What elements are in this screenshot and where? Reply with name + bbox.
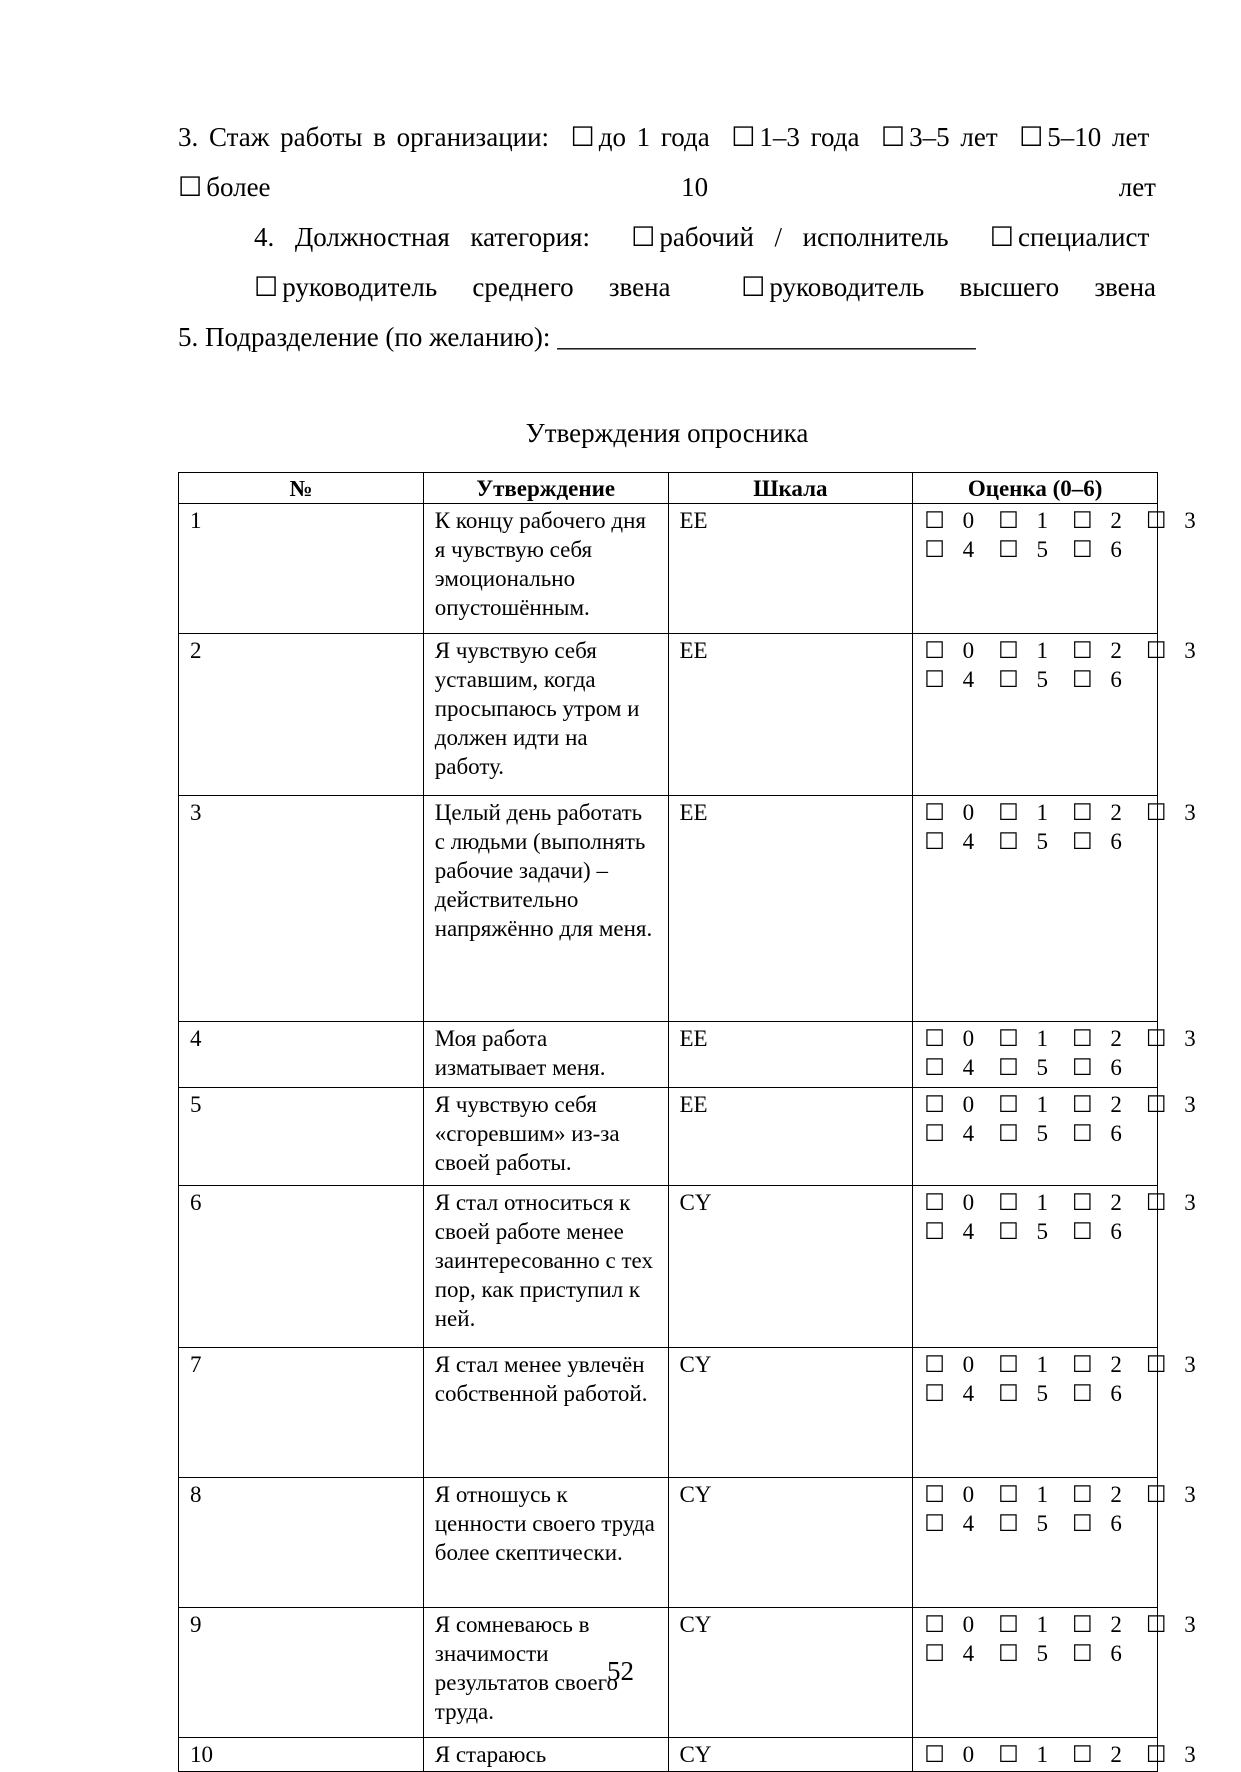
row-statement: Я сомневаюсь в значимости результатов своего труда. xyxy=(423,1608,668,1738)
score-checkbox[interactable]: ☐ 0 xyxy=(924,1190,975,1215)
score-checkbox[interactable]: ☐ 2 xyxy=(1072,1482,1122,1507)
row-scale: EE xyxy=(668,1088,913,1186)
row-number: 1 xyxy=(179,504,424,634)
score-checkbox[interactable]: ☐ 4 xyxy=(924,667,975,692)
header-score: Оценка (0–6) xyxy=(913,473,1158,504)
page-number: 52 xyxy=(607,1656,634,1686)
header-number: № xyxy=(179,473,424,504)
row-number: 8 xyxy=(179,1478,424,1608)
row-score-options xyxy=(913,1478,1196,1608)
score-checkbox[interactable]: ☐ 2 xyxy=(1072,508,1122,533)
score-checkbox[interactable]: ☐ 3 xyxy=(1145,1190,1196,1215)
score-checkbox[interactable]: ☐ 4 xyxy=(924,829,975,854)
row-statement: Я стал относиться к своей работе менее заинтересованно с тех пор, как приступил к ней. xyxy=(423,1186,668,1348)
row-score-options xyxy=(913,634,1196,796)
score-checkbox[interactable]: ☐ 2 xyxy=(1072,1352,1122,1377)
option-checkbox[interactable]: ☐ до 1 года xyxy=(570,122,710,152)
option-checkbox[interactable]: ☐ 5–10 лет xyxy=(1019,122,1150,152)
score-checkbox[interactable]: ☐ 2 xyxy=(1072,1092,1122,1117)
row-score-options xyxy=(913,1186,1196,1348)
score-checkbox[interactable]: ☐ 4 xyxy=(924,1121,975,1146)
header-scale: Шкала xyxy=(668,473,913,504)
score-checkbox[interactable]: ☐ 3 xyxy=(1145,508,1196,533)
score-checkbox[interactable]: ☐ 3 xyxy=(1145,638,1196,663)
table-header-row xyxy=(179,473,1158,504)
score-checkbox[interactable]: ☐ 6 xyxy=(1072,537,1122,562)
table-row xyxy=(179,1478,1158,1608)
score-checkbox[interactable]: ☐ 6 xyxy=(1072,1055,1122,1080)
score-checkbox[interactable]: ☐ 3 xyxy=(1145,1482,1196,1507)
option-checkbox[interactable]: ☐ специалист xyxy=(989,222,1150,252)
score-checkbox[interactable]: ☐ 5 xyxy=(998,1381,1048,1406)
row-number: 3 xyxy=(179,796,424,1022)
row-score-options xyxy=(913,504,1196,634)
score-checkbox[interactable]: ☐ 0 xyxy=(924,1612,975,1637)
option-checkbox[interactable]: ☐ руководитель среднего звена xyxy=(254,272,671,302)
score-checkbox[interactable]: ☐ 3 xyxy=(1145,1612,1196,1637)
score-checkbox[interactable]: ☐ 1 xyxy=(998,1190,1048,1215)
question-5-department xyxy=(178,312,1156,362)
score-checkbox[interactable]: ☐ 0 xyxy=(924,1482,975,1507)
table-caption: Утверждения опросника xyxy=(525,418,809,448)
header-statement: Утверждение xyxy=(423,473,668,504)
score-checkbox[interactable]: ☐ 3 xyxy=(1145,1352,1196,1377)
score-checkbox[interactable]: ☐ 0 xyxy=(924,1026,975,1051)
option-checkbox[interactable]: ☐ 1–3 года xyxy=(731,122,860,152)
score-checkbox[interactable]: ☐ 1 xyxy=(998,508,1048,533)
row-statement: Я чувствую себя «сгоревшим» из-за своей работы. xyxy=(423,1088,668,1186)
row-score-options xyxy=(913,1738,1196,1772)
table-row xyxy=(179,504,1158,634)
department-blank-line[interactable]: _______________________________ xyxy=(557,322,976,352)
score-checkbox[interactable]: ☐ 2 xyxy=(1072,1190,1122,1215)
score-checkbox[interactable]: ☐ 1 xyxy=(998,1742,1048,1767)
score-checkbox[interactable]: ☐ 0 xyxy=(924,1092,975,1117)
row-scale: EE xyxy=(668,634,913,796)
score-checkbox[interactable]: ☐ 6 xyxy=(1072,1641,1122,1666)
row-number: 5 xyxy=(179,1088,424,1186)
score-checkbox[interactable]: ☐ 1 xyxy=(998,1612,1048,1637)
score-checkbox[interactable]: ☐ 4 xyxy=(924,1641,975,1666)
score-checkbox[interactable]: ☐ 4 xyxy=(924,1219,975,1244)
questionnaire-table xyxy=(178,472,1196,1772)
score-checkbox[interactable]: ☐ 1 xyxy=(998,1482,1048,1507)
row-statement: К концу рабочего дня я чувствую себя эмоционально опустошённым. xyxy=(423,504,668,634)
row-statement: Я стал менее увлечён собственной работой. xyxy=(423,1348,668,1478)
score-checkbox[interactable]: ☐ 0 xyxy=(924,800,975,825)
score-checkbox[interactable]: ☐ 3 xyxy=(1145,1092,1196,1117)
score-checkbox[interactable]: ☐ 2 xyxy=(1072,638,1122,663)
row-score-options xyxy=(913,796,1196,1022)
score-checkbox[interactable]: ☐ 5 xyxy=(998,1511,1048,1536)
score-checkbox[interactable]: ☐ 4 xyxy=(924,1381,975,1406)
table-row xyxy=(179,1186,1158,1348)
score-checkbox[interactable]: ☐ 3 xyxy=(1145,1742,1196,1767)
score-checkbox[interactable]: ☐ 6 xyxy=(1072,1381,1122,1406)
row-scale: CY xyxy=(668,1608,913,1738)
row-scale: EE xyxy=(668,504,913,634)
score-checkbox[interactable]: ☐ 6 xyxy=(1072,829,1122,854)
question-5-label: 5. Подразделение (по желанию): xyxy=(178,322,551,352)
score-checkbox[interactable]: ☐ 1 xyxy=(998,638,1048,663)
score-checkbox[interactable]: ☐ 2 xyxy=(1072,1612,1122,1637)
question-3-label: 3. Стаж работы в организации: xyxy=(178,122,550,152)
score-checkbox[interactable]: ☐ 1 xyxy=(998,1026,1048,1051)
score-checkbox[interactable]: ☐ 4 xyxy=(924,1055,975,1080)
score-checkbox[interactable]: ☐ 5 xyxy=(998,667,1048,692)
score-checkbox[interactable]: ☐ 6 xyxy=(1072,1511,1122,1536)
table-row xyxy=(179,1738,1158,1772)
score-checkbox[interactable]: ☐ 0 xyxy=(924,508,975,533)
question-4-position-category xyxy=(178,212,1156,312)
score-checkbox[interactable]: ☐ 1 xyxy=(998,1092,1048,1117)
row-number: 2 xyxy=(179,634,424,796)
score-checkbox[interactable]: ☐ 6 xyxy=(1072,1121,1122,1146)
score-checkbox[interactable]: ☐ 6 xyxy=(1072,667,1122,692)
row-number: 4 xyxy=(179,1022,424,1088)
score-checkbox[interactable]: ☐ 5 xyxy=(998,1219,1048,1244)
row-score-options xyxy=(913,1348,1196,1478)
row-score-options xyxy=(913,1088,1196,1186)
score-checkbox[interactable]: ☐ 2 xyxy=(1072,800,1122,825)
row-scale: CY xyxy=(668,1738,913,1772)
row-scale: CY xyxy=(668,1348,913,1478)
score-checkbox[interactable]: ☐ 5 xyxy=(998,537,1048,562)
score-checkbox[interactable]: ☐ 0 xyxy=(924,1742,975,1767)
score-checkbox[interactable]: ☐ 1 xyxy=(998,800,1048,825)
option-checkbox[interactable]: ☐ руководитель высшего звена xyxy=(741,272,1157,302)
option-checkbox[interactable]: ☐ рабочий / исполнитель xyxy=(631,222,949,252)
option-checkbox[interactable]: ☐ более 10 лет xyxy=(178,172,1156,202)
question-3-work-experience xyxy=(178,112,1156,212)
row-score-options xyxy=(913,1022,1196,1088)
score-checkbox[interactable]: ☐ 4 xyxy=(924,1511,975,1536)
row-number: 10 xyxy=(179,1738,424,1772)
row-statement: Я стараюсь xyxy=(423,1738,668,1772)
score-checkbox[interactable]: ☐ 6 xyxy=(1072,1219,1122,1244)
row-number: 7 xyxy=(179,1348,424,1478)
score-checkbox[interactable]: ☐ 3 xyxy=(1145,800,1196,825)
option-checkbox[interactable]: ☐ 3–5 лет xyxy=(880,122,998,152)
score-checkbox[interactable]: ☐ 2 xyxy=(1072,1026,1122,1051)
question-4-label: 4. Должностная категория: xyxy=(254,222,590,252)
table-row xyxy=(179,1088,1158,1186)
score-checkbox[interactable]: ☐ 2 xyxy=(1072,1742,1122,1767)
table-row xyxy=(179,1022,1158,1088)
score-checkbox[interactable]: ☐ 0 xyxy=(924,1352,975,1377)
row-scale: EE xyxy=(668,1022,913,1088)
score-checkbox[interactable]: ☐ 5 xyxy=(998,1121,1048,1146)
table-row xyxy=(179,634,1158,796)
row-number: 9 xyxy=(179,1608,424,1738)
table-row xyxy=(179,796,1158,1022)
row-statement: Целый день работать с людьми (выполнять рабочие задачи) – действительно напряжённо для меня. xyxy=(423,796,668,1022)
score-checkbox[interactable]: ☐ 5 xyxy=(998,829,1048,854)
score-checkbox[interactable]: ☐ 5 xyxy=(998,1055,1048,1080)
row-scale: EE xyxy=(668,796,913,1022)
score-checkbox[interactable]: ☐ 5 xyxy=(998,1641,1048,1666)
score-checkbox[interactable]: ☐ 4 xyxy=(924,537,975,562)
row-number: 6 xyxy=(179,1186,424,1348)
row-scale: CY xyxy=(668,1478,913,1608)
table-row xyxy=(179,1348,1158,1478)
row-statement: Моя работа изматывает меня. xyxy=(423,1022,668,1088)
row-scale: CY xyxy=(668,1186,913,1348)
row-statement: Я чувствую себя уставшим, когда просыпаюсь утром и должен идти на работу. xyxy=(423,634,668,796)
score-checkbox[interactable]: ☐ 0 xyxy=(924,638,975,663)
score-checkbox[interactable]: ☐ 1 xyxy=(998,1352,1048,1377)
score-checkbox[interactable]: ☐ 3 xyxy=(1145,1026,1196,1051)
row-statement: Я отношусь к ценности своего труда более скептически. xyxy=(423,1478,668,1608)
